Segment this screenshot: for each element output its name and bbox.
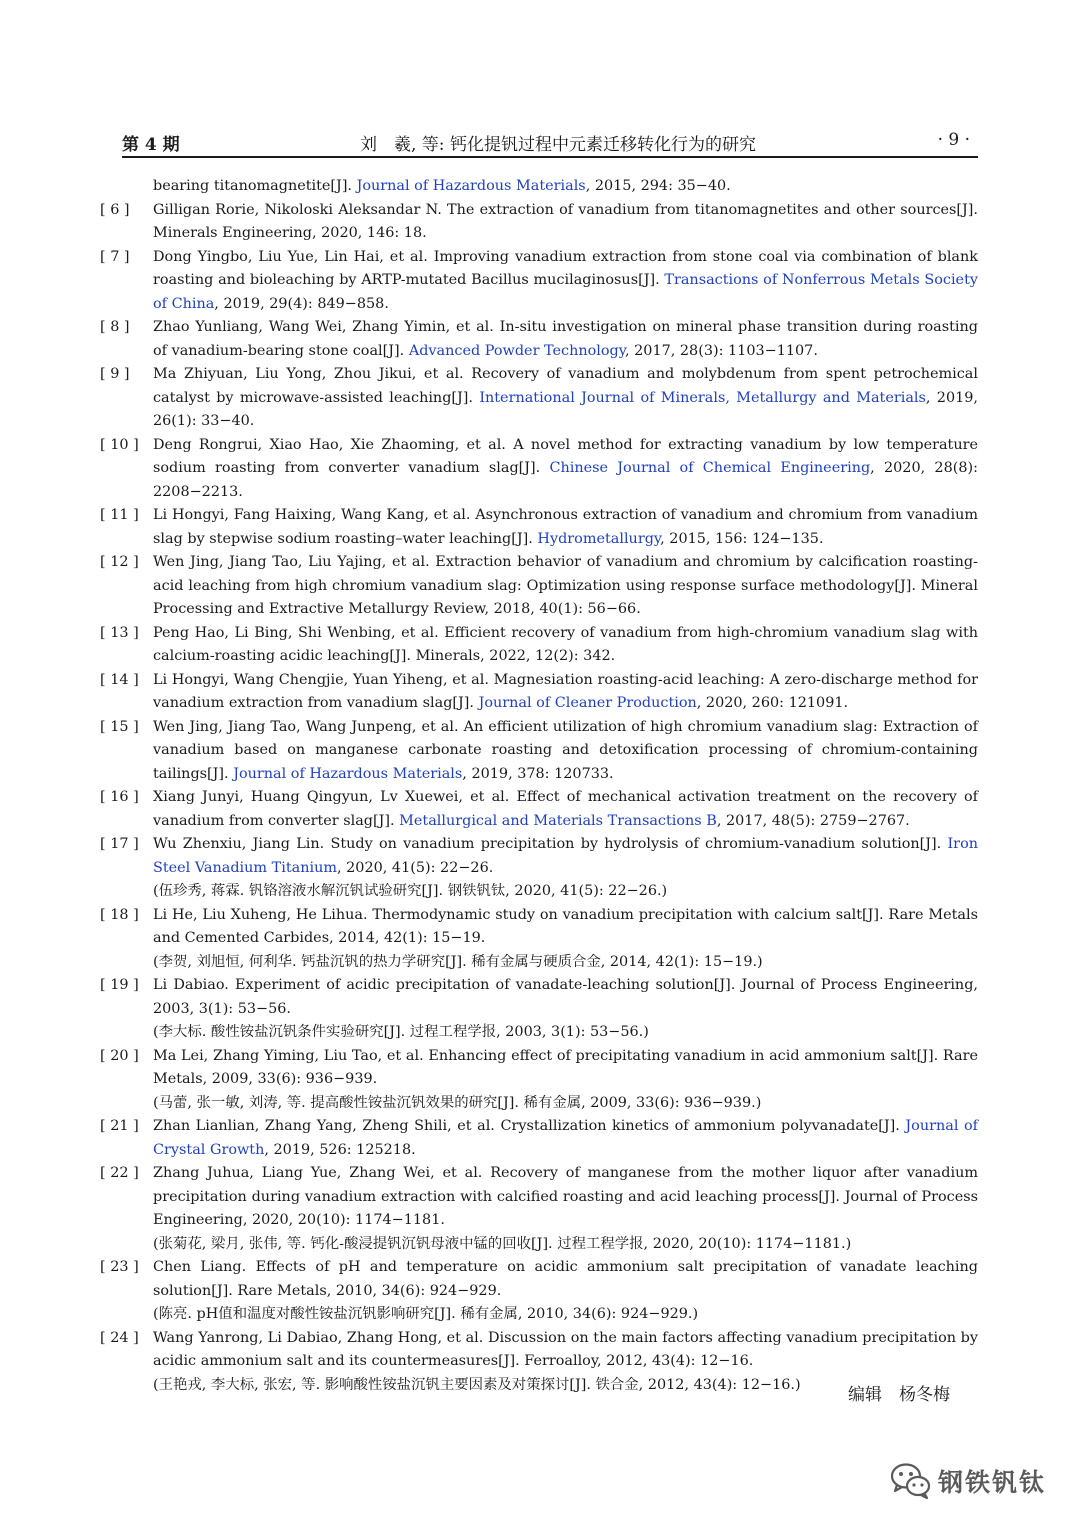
journal-link[interactable]: Transactions of Nonferrous Metals Society of China: [153, 272, 978, 312]
reference-text: Ma Lei, Zhang Yiming, Liu Tao, et al. Enhancing effect of precipitating vanadium in acid ammonium salt[J]. Rare Metals, 2009, 33(6): 936−939.: [153, 1047, 978, 1087]
reference-text: Chen Liang. Effects of pH and temperature on acidic ammonium salt precipitation of vanadate leaching solution[J]. Rare Metals, 2010, 34(6): 924−929.: [153, 1259, 978, 1299]
reference-details: , 2019, 26(1): 33−40.: [153, 389, 978, 429]
reference-number: [ 12 ]: [100, 554, 139, 570]
reference-details: , 2015, 156: 124−135.: [660, 530, 824, 547]
reference-details: , 2019, 29(4): 849−858.: [214, 295, 389, 312]
reference-details: , 2019, 526: 125218.: [264, 1141, 416, 1158]
reference-number: [ 21 ]: [100, 1118, 139, 1134]
reference-number: [ 20 ]: [100, 1047, 139, 1064]
journal-link[interactable]: Hydrometallurgy: [537, 530, 661, 547]
reference-text: Zhan Lianlian, Zhang Yang, Zheng Shili, et al. Crystallization kinetics of ammonium polyvanadate[J].: [153, 1118, 906, 1134]
reference-text: Li He, Liu Xuheng, He Lihua. Thermodynamic study on vanadium precipitation with calcium salt[J]. Rare Metals and Cemented Carbides, 2014, 42(1): 15−19.: [153, 906, 978, 946]
reference-text: bearing titanomagnetite[J].: [153, 178, 357, 194]
reference-details: , 2020, 41(5): 22−26.: [337, 859, 494, 876]
watermark: [890, 1458, 1046, 1504]
reference-number: [ 22 ]: [100, 1165, 139, 1181]
reference-number: [ 10 ]: [100, 436, 139, 453]
reference-item: [100, 551, 978, 622]
reference-item: [100, 786, 978, 833]
reference-chinese: (李贺, 刘旭恒, 何利华. 钙盐沉钒的热力学研究[J]. 稀有金属与硬质合金, 2014, 42(1): 15−19.): [153, 953, 763, 970]
reference-text: Wu Zhenxiu, Jiang Lin. Study on vanadium precipitation by hydrolysis of chromium-vanadium solution[J].: [153, 836, 948, 852]
reference-details: , 2017, 48(5): 2759−2767.: [716, 812, 910, 829]
reference-number: [ 14 ]: [100, 671, 139, 688]
journal-link[interactable]: Chinese Journal of Chemical Engineering: [549, 460, 871, 476]
watermark-text: 钢铁钒钛: [938, 1468, 1047, 1497]
reference-chinese: (王艳戎, 李大标, 张宏, 等. 影响酸性铵盐沉钒主要因素及对策探讨[J]. 铁合金, 2012, 43(4): 12−16.): [153, 1376, 801, 1393]
reference-item: [100, 1256, 978, 1327]
reference-text: Li Hongyi, Wang Chengjie, Yuan Yiheng, et al. Magnesiation roasting-acid leaching: A zero-discharge method for vanadium extraction from vanadium slag[J].: [153, 671, 978, 711]
reference-number: [ 9 ]: [100, 366, 130, 382]
reference-details: , 2017, 28(3): 1103−1107.: [624, 342, 818, 359]
reference-item: [100, 622, 978, 669]
reference-item: [100, 1327, 978, 1398]
reference-item: [100, 199, 978, 246]
reference-number: [ 15 ]: [100, 718, 139, 735]
reference-number: [ 24 ]: [100, 1329, 139, 1346]
journal-link[interactable]: Advanced Powder Technology: [408, 342, 625, 359]
journal-link[interactable]: Journal of Hazardous Materials: [233, 765, 463, 782]
reference-text: Deng Rongrui, Xiao Hao, Xie Zhaoming, et al. A novel method for extracting vanadium by low temperature sodium roasting from converter vanadium slag[J].: [153, 436, 978, 476]
reference-item: [100, 504, 978, 551]
reference-text: Li Hongyi, Fang Haixing, Wang Kang, et al. Asynchronous extraction of vanadium and chromium from vanadium slag by stepwise sodium roasting–water leaching[J].: [153, 507, 978, 547]
reference-number: [ 18 ]: [100, 906, 139, 923]
reference-item: [100, 669, 978, 716]
reference-item: [100, 904, 978, 975]
reference-text: Ma Zhiyuan, Liu Yong, Zhou Jikui, et al. Recovery of vanadium and molybdenum from spent petrochemical catalyst by microwave-assisted leaching[J].: [153, 366, 978, 406]
journal-link[interactable]: Iron Steel Vanadium Titanium: [153, 836, 978, 876]
reference-number: [ 19 ]: [100, 977, 139, 993]
reference-number: [ 13 ]: [100, 624, 139, 641]
journal-link[interactable]: Journal of Crystal Growth: [153, 1118, 978, 1158]
reference-item: [100, 1045, 978, 1116]
journal-link[interactable]: International Journal of Minerals, Metallurgy and Materials: [479, 389, 926, 406]
reference-details: , 2015, 294: 35−40.: [585, 178, 731, 194]
reference-item: [100, 1162, 978, 1256]
reference-number: [ 8 ]: [100, 319, 130, 335]
reference-chinese: (李大标. 酸性铵盐沉钒条件实验研究[J]. 过程工程学报, 2003, 3(1): 53−56.): [153, 1024, 649, 1040]
reference-text: Peng Hao, Li Bing, Shi Wenbing, et al. Efficient recovery of vanadium from high-chromium vanadium slag with calcium-roasting acidic leaching[J]. Minerals, 2022, 12(2): 342.: [153, 624, 978, 664]
reference-item: [100, 833, 978, 904]
reference-item: [100, 363, 978, 434]
reference-chinese: (马蕾, 张一敏, 刘涛, 等. 提高酸性铵盐沉钒效果的研究[J]. 稀有金属, 2009, 33(6): 936−939.): [153, 1094, 762, 1111]
reference-list: [100, 175, 978, 1397]
reference-number: [ 6 ]: [100, 201, 130, 218]
reference-item: [100, 434, 978, 505]
reference-item: [100, 175, 978, 199]
reference-item: [100, 246, 978, 317]
running-header: [122, 128, 978, 158]
reference-item: [100, 316, 978, 363]
reference-text: Li Dabiao. Experiment of acidic precipitation of vanadate-leaching solution[J]. Journal of Process Engineering, 2003, 3(1): 53−56.: [153, 977, 978, 1017]
reference-number: [ 16 ]: [100, 789, 139, 805]
reference-text: Gilligan Rorie, Nikoloski Aleksandar N. The extraction of vanadium from titanomagnetites and other sources[J]. Minerals Engineering, 2020, 146: 18.: [153, 201, 978, 241]
reference-number: [ 7 ]: [100, 248, 130, 265]
reference-item: [100, 974, 978, 1045]
journal-link[interactable]: Journal of Cleaner Production: [478, 695, 697, 711]
reference-details: , 2020, 260: 121091.: [696, 695, 849, 711]
reference-details: , 2020, 28(8): 2208−2213.: [153, 460, 978, 500]
reference-item: [100, 716, 978, 787]
reference-chinese: (张菊花, 梁月, 张伟, 等. 钙化-酸浸提钒沉钒母液中锰的回收[J]. 过程工程学报, 2020, 20(10): 1174−1181.): [153, 1235, 852, 1252]
reference-text: Wen Jing, Jiang Tao, Liu Yajing, et al. Extraction behavior of vanadium and chromium by calcification roasting-acid leaching from high chromium vanadium slag: Optimization using response surface methodology[J]. Mineral Processing and Extractive Metallurgy Review, 2018, 40(1): 56−66.: [153, 554, 978, 617]
reference-number: [ 11 ]: [100, 507, 139, 523]
reference-text: Xiang Junyi, Huang Qingyun, Lv Xuewei, et al. Effect of mechanical activation treatment on the recovery of vanadium from converter slag[J].: [153, 789, 978, 829]
page-number: · 9 ·: [937, 130, 970, 150]
reference-chinese: (伍珍秀, 蒋霖. 钒铬溶液水解沉钒试验研究[J]. 钢铁钒钛, 2020, 41(5): 22−26.): [153, 883, 668, 899]
reference-text: Dong Yingbo, Liu Yue, Lin Hai, et al. Improving vanadium extraction from stone coal via combination of blank roasting and bioleaching by ARTP-mutated Bacillus mucilaginosus[J].: [153, 248, 978, 288]
reference-text: Zhang Juhua, Liang Yue, Zhang Wei, et al. Recovery of manganese from the mother liquor after vanadium precipitation during vanadium extraction with calcified roasting and acid leaching process[J]. Journal of Process Engineering, 2020, 20(10): 1174−1181.: [153, 1165, 978, 1228]
issue-number: 第 4 期: [122, 135, 180, 155]
reference-chinese: (陈亮. pH值和温度对酸性铵盐沉钒影响研究[J]. 稀有金属, 2010, 34(6): 924−929.): [153, 1306, 699, 1322]
reference-text: Zhao Yunliang, Wang Wei, Zhang Yimin, et al. In-situ investigation on mineral phase transition during roasting of vanadium-bearing stone coal[J].: [153, 319, 978, 359]
running-title: 刘 羲, 等: 钙化提钒过程中元素迁移转化行为的研究: [360, 135, 756, 155]
reference-number: [ 23 ]: [100, 1259, 139, 1275]
editor-credit: 编辑 杨冬梅: [848, 1385, 950, 1405]
reference-details: , 2019, 378: 120733.: [462, 765, 614, 782]
reference-text: Wen Jing, Jiang Tao, Wang Junpeng, et al. An efficient utilization of high chromium vanadium slag: Extraction of vanadium based on manganese carbonate roasting and detoxification processing of chromium-containing tailings[J].: [153, 718, 978, 782]
journal-link[interactable]: Metallurgical and Materials Transactions B: [399, 812, 717, 829]
reference-text: Wang Yanrong, Li Dabiao, Zhang Hong, et al. Discussion on the main factors affecting vanadium precipitation by acidic ammonium salt and its countermeasures[J]. Ferroalloy, 2012, 43(4): 12−16.: [153, 1329, 978, 1369]
wechat-icon: [890, 1461, 932, 1501]
journal-link[interactable]: Journal of Hazardous Materials: [356, 178, 586, 194]
reference-item: [100, 1115, 978, 1162]
reference-number: [ 17 ]: [100, 836, 139, 852]
